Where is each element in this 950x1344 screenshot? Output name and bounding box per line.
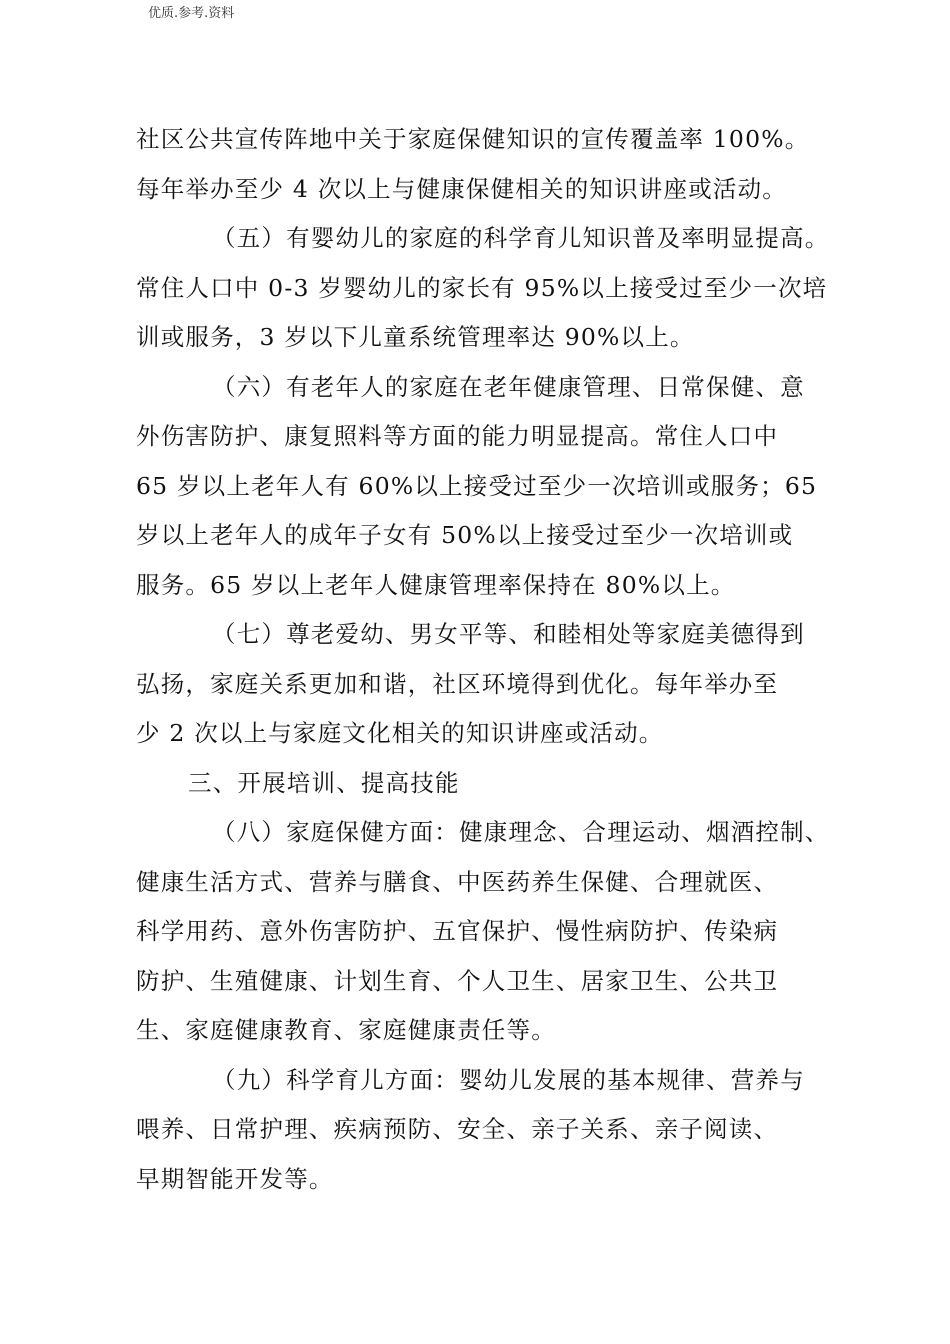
text-line: 外伤害防护、康复照料等方面的能力明显提高。常住人口中 — [136, 422, 779, 450]
text-line: 弘扬，家庭关系更加和谐，社区环境得到优化。每年举办至 — [136, 669, 779, 698]
section-6-heading-line: （六）有老年人的家庭在老年健康管理、日常保健、意 — [212, 372, 805, 401]
section-7-heading-line: （七）尊老爱幼、男女平等、和睦相处等家庭美德得到 — [212, 620, 805, 648]
text-line: 科学用药、意外伤害防护、五官保护、慢性病防护、传染病 — [136, 917, 779, 945]
text-line: 每年举办至少 4 次以上与健康保健相关的知识讲座或活动。 — [136, 174, 787, 203]
text-line: 岁以上老年人的成年子女有 50%以上接受过至少一次培训或 — [136, 521, 794, 549]
text-line: 少 2 次以上与家庭文化相关的知识讲座或活动。 — [136, 719, 664, 747]
text-line: 早期智能开发等。 — [136, 1164, 334, 1193]
section-8-heading-line: （八）家庭保健方面：健康理念、合理运动、烟酒控制、 — [212, 818, 830, 846]
section-9-heading-line: （九）科学育儿方面：婴幼儿发展的基本规律、营养与 — [212, 1065, 805, 1094]
text-line: 65 岁以上老年人有 60%以上接受过至少一次培训或服务；65 — [136, 471, 818, 500]
section-5-heading-line: （五）有婴幼儿的家庭的科学育儿知识普及率明显提高。 — [212, 224, 830, 252]
text-line: 服务。65 岁以上老年人健康管理率保持在 80%以上。 — [136, 570, 736, 599]
text-line: 防护、生殖健康、计划生育、个人卫生、居家卫生、公共卫 — [136, 966, 779, 995]
document-body — [136, 115, 836, 1204]
text-line: 社区公共宣传阵地中关于家庭保健知识的宣传覆盖率 100%。 — [136, 125, 810, 153]
header-note: 优质.参考.资料 — [148, 6, 235, 21]
text-line: 健康生活方式、营养与膳食、中医药养生保健、合理就医、 — [136, 867, 779, 896]
text-line: 喂养、日常护理、疾病预防、安全、亲子关系、亲子阅读、 — [136, 1115, 779, 1143]
text-line: 生、家庭健康教育、家庭健康责任等。 — [136, 1016, 556, 1044]
text-line: 训或服务，3 岁以下儿童系统管理率达 90%以上。 — [136, 323, 695, 351]
chapter-3-heading: 三、开展培训、提高技能 — [188, 768, 460, 797]
text-line: 常住人口中 0-3 岁婴幼儿的家长有 95%以上接受过至少一次培 — [136, 273, 828, 302]
